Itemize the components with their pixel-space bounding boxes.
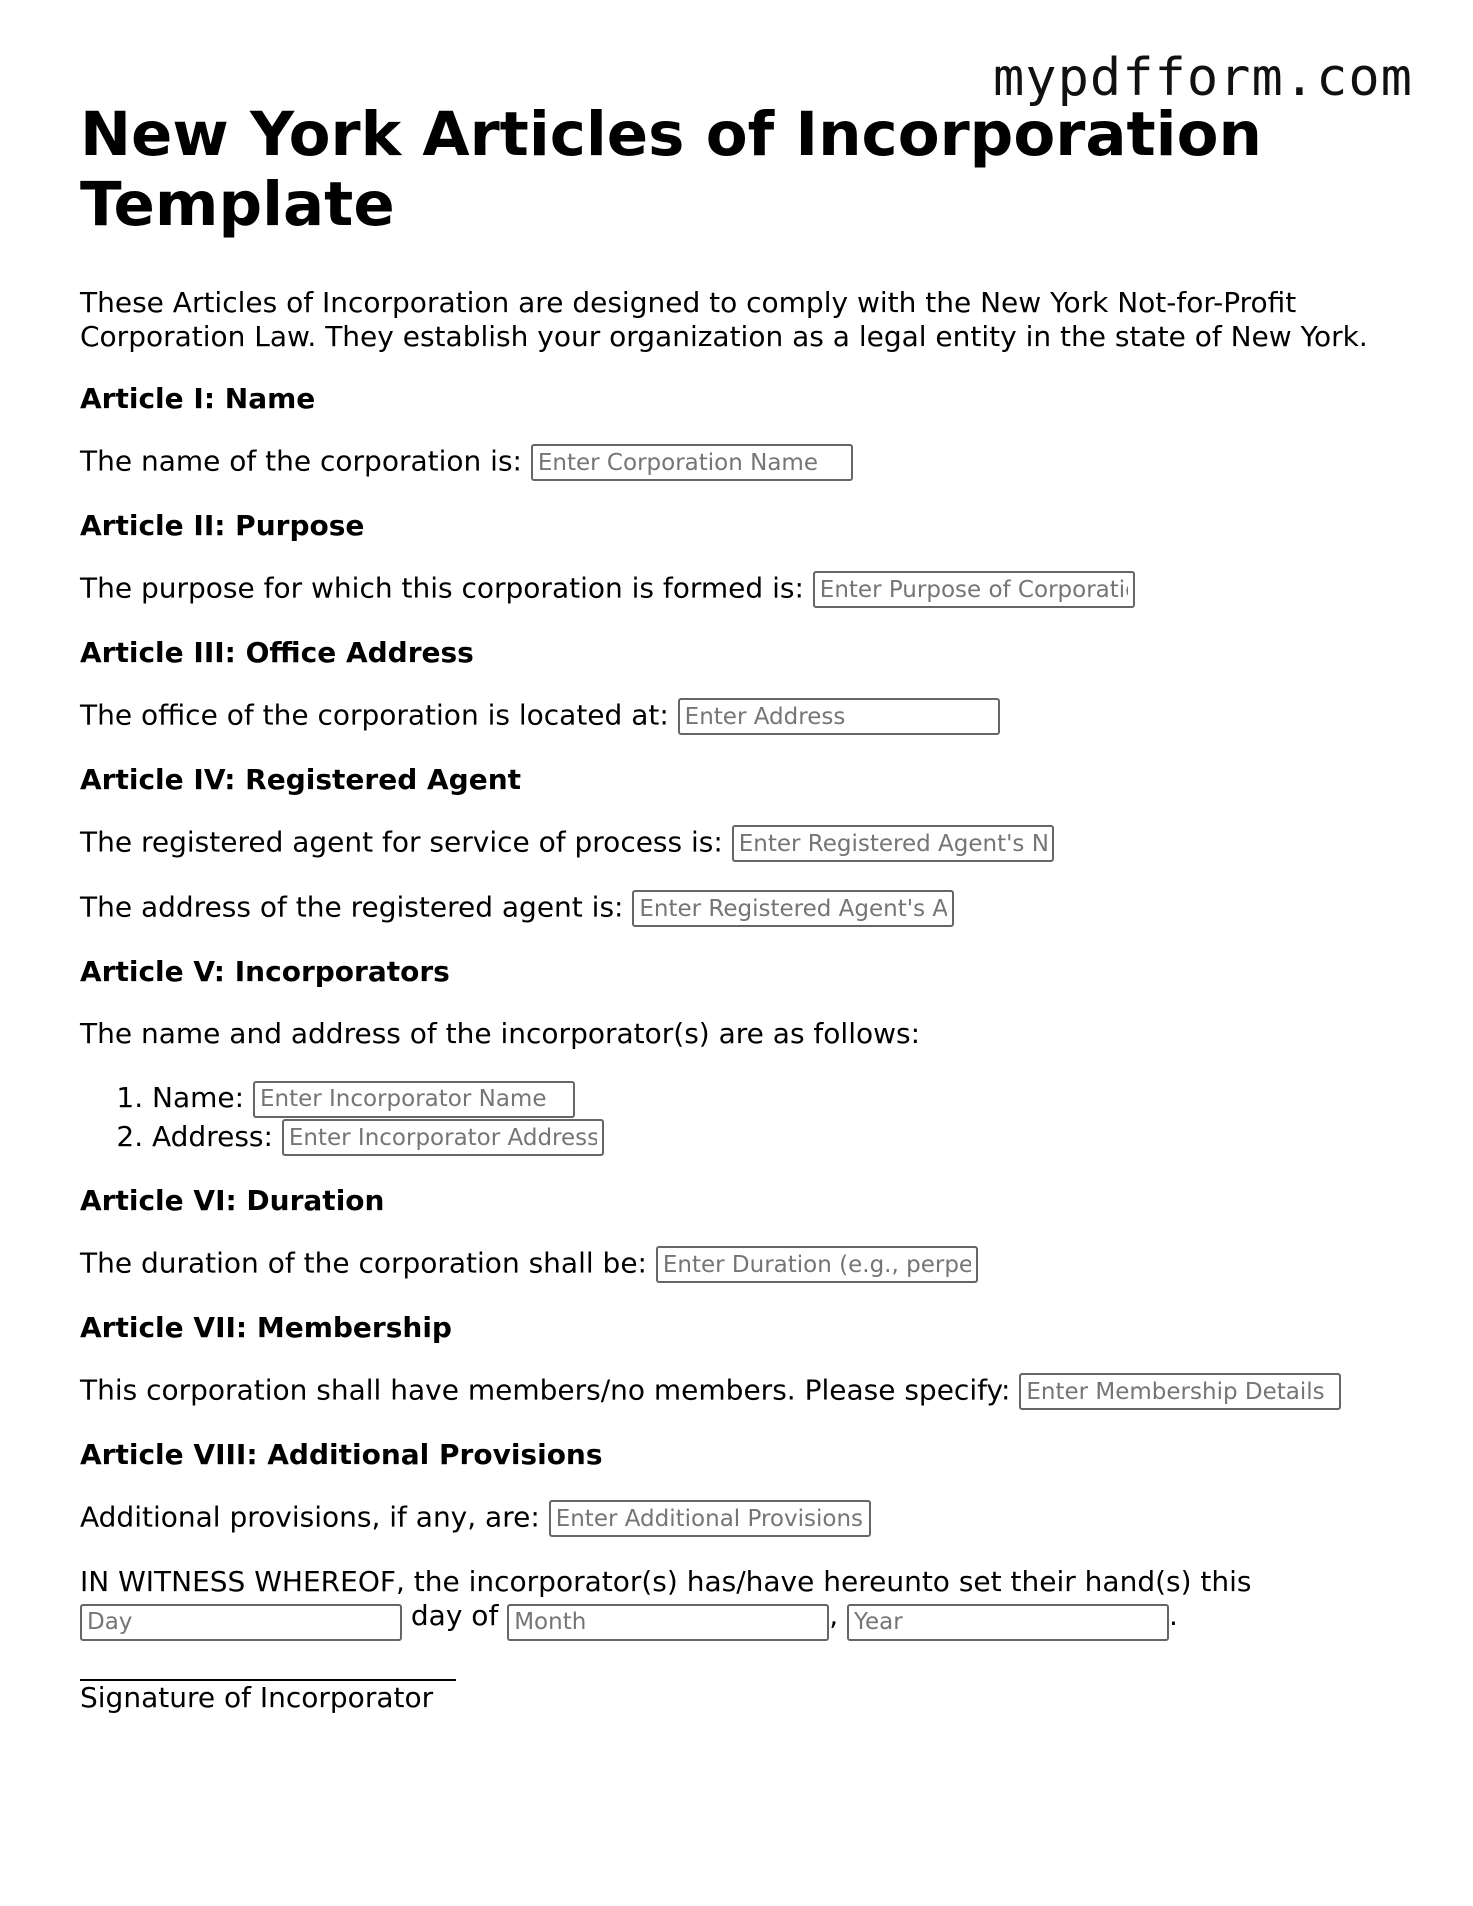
article-membership-heading: Article VII: Membership xyxy=(80,1311,452,1344)
article-duration-row xyxy=(80,1246,1400,1283)
article-purpose-row xyxy=(80,571,1400,608)
office-address-input[interactable] xyxy=(678,698,1000,735)
year-input[interactable] xyxy=(847,1604,1169,1641)
article-office-row xyxy=(80,698,1400,735)
agent-address-input[interactable] xyxy=(632,890,954,927)
day-of-label: day of xyxy=(410,1599,499,1632)
month-input[interactable] xyxy=(507,1604,829,1641)
incorporator-address-input[interactable] xyxy=(282,1119,604,1156)
date-comma: , xyxy=(829,1599,839,1632)
incorporators-list xyxy=(80,1079,1400,1156)
signature-label: Signature of Incorporator xyxy=(80,1680,434,1714)
corporation-name-input[interactable] xyxy=(531,444,853,481)
article-duration-heading: Article VI: Duration xyxy=(80,1184,385,1217)
purpose-label: The purpose for which this corporation is formed is: xyxy=(80,571,804,605)
article-incorporators-heading: Article V: Incorporators xyxy=(80,955,450,988)
incorporators-intro: The name and address of the incorporator(s) are as follows: xyxy=(80,1017,921,1050)
witness-text: IN WITNESS WHEREOF, the incorporator(s) has/have hereunto set their hand(s) this xyxy=(80,1565,1252,1598)
provisions-label: Additional provisions, if any, are: xyxy=(80,1500,540,1534)
duration-label: The duration of the corporation shall be: xyxy=(80,1246,647,1280)
incorporator-name-input[interactable] xyxy=(253,1081,575,1118)
article-provisions-heading: Article VIII: Additional Provisions xyxy=(80,1438,603,1471)
agent-address-label: The address of the registered agent is: xyxy=(80,890,624,924)
incorporator-name-label: Name: xyxy=(152,1081,245,1114)
article-name-row xyxy=(80,444,1400,481)
article-purpose-heading: Article II: Purpose xyxy=(80,509,365,542)
incorporator-address-label: Address: xyxy=(152,1119,273,1153)
agent-name-input[interactable] xyxy=(732,825,1054,862)
article-provisions-row xyxy=(80,1500,1400,1537)
date-period: . xyxy=(1169,1599,1178,1632)
article-office-heading: Article III: Office Address xyxy=(80,636,474,669)
article-agent-heading: Article IV: Registered Agent xyxy=(80,763,522,796)
site-watermark: mypdfform.com xyxy=(993,48,1413,108)
membership-label: This corporation shall have members/no members. Please specify: xyxy=(80,1373,1011,1407)
document-page xyxy=(80,100,1400,1715)
office-address-label: The office of the corporation is located at: xyxy=(80,698,669,732)
provisions-input[interactable] xyxy=(549,1500,871,1537)
day-input[interactable] xyxy=(80,1604,402,1641)
list-item xyxy=(152,1118,1400,1157)
witness-clause xyxy=(80,1565,1400,1637)
page-title: New York Articles of Incorporation Template xyxy=(80,99,1262,240)
corporation-name-label: The name of the corporation is: xyxy=(80,444,522,478)
duration-input[interactable] xyxy=(656,1246,978,1283)
agent-address-row xyxy=(80,890,1400,927)
agent-name-label: The registered agent for service of process is: xyxy=(80,825,723,859)
article-name-heading: Article I: Name xyxy=(80,382,316,415)
list-item xyxy=(152,1079,1400,1118)
purpose-input[interactable] xyxy=(813,571,1135,608)
article-membership-row xyxy=(80,1373,1400,1410)
intro-paragraph: These Articles of Incorporation are designed to comply with the New York Not-for-Profit Corporation Law. They establish your organization as a legal entity in the state of New York. xyxy=(80,286,1368,353)
agent-name-row xyxy=(80,825,1400,862)
membership-input[interactable] xyxy=(1019,1373,1341,1410)
